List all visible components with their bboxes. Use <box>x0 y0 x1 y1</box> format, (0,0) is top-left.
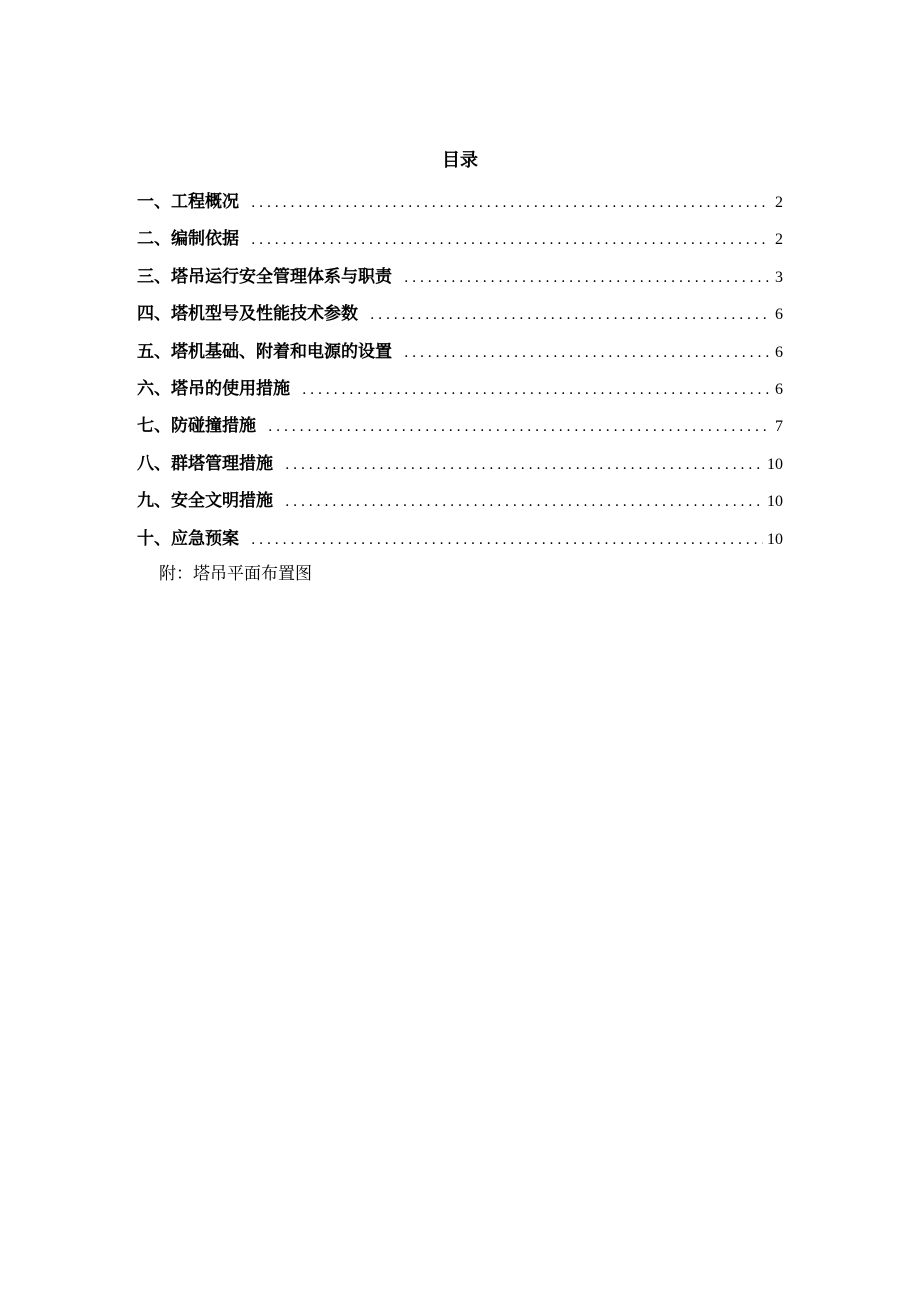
toc-entry-page: 10 <box>767 455 783 473</box>
toc-entry-label: 九、安全文明措施 <box>137 491 273 512</box>
appendix-note: 附：塔吊平面布置图 <box>159 564 312 584</box>
toc-entry-page: 6 <box>775 306 783 324</box>
toc-leader-dots <box>251 232 769 248</box>
toc-entry-page: 6 <box>775 343 783 361</box>
toc-leader-dots <box>302 382 769 398</box>
toc-entry-page: 7 <box>775 418 783 436</box>
toc-entry <box>137 299 783 336</box>
toc-entry <box>137 224 783 261</box>
toc-entry-page: 10 <box>767 530 783 548</box>
toc-entry-label: 二、编制依据 <box>137 229 239 250</box>
toc-entry-page: 6 <box>775 380 783 398</box>
toc-leader-dots <box>370 307 769 323</box>
toc-leader-dots <box>404 270 769 286</box>
toc-entry-label: 一、工程概况 <box>137 192 239 212</box>
toc-leader-dots <box>285 494 763 510</box>
toc-entry <box>137 524 783 561</box>
toc-title: 目录 <box>442 150 478 171</box>
toc-entry-page: 2 <box>775 194 783 211</box>
toc-entry <box>137 486 783 523</box>
toc-entry <box>137 411 783 448</box>
toc-leader-dots <box>268 419 769 435</box>
toc-entry-label: 八、群塔管理措施 <box>137 453 273 474</box>
toc-entry-page: 10 <box>767 493 783 511</box>
toc-entry <box>137 262 783 299</box>
toc-entry <box>137 187 783 224</box>
toc-entry <box>137 449 783 486</box>
toc-entry <box>137 337 783 374</box>
toc-entry <box>137 374 783 411</box>
toc-entry-page: 2 <box>775 231 783 249</box>
toc-entry-label: 四、塔机型号及性能技术参数 <box>137 304 358 325</box>
toc-entry-label: 七、防碰撞措施 <box>137 416 256 437</box>
toc-entry-label: 十、应急预案 <box>137 528 239 549</box>
toc-leader-dots <box>404 345 769 361</box>
toc-list <box>137 187 783 561</box>
toc-leader-dots <box>285 457 763 473</box>
toc-leader-dots <box>251 532 763 548</box>
toc-entry-page: 3 <box>775 268 783 286</box>
toc-leader-dots <box>251 195 769 211</box>
toc-entry-label: 三、塔吊运行安全管理体系与职责 <box>137 266 392 287</box>
toc-entry-label: 五、塔机基础、附着和电源的设置 <box>137 341 392 362</box>
toc-entry-label: 六、塔吊的使用措施 <box>137 378 290 399</box>
